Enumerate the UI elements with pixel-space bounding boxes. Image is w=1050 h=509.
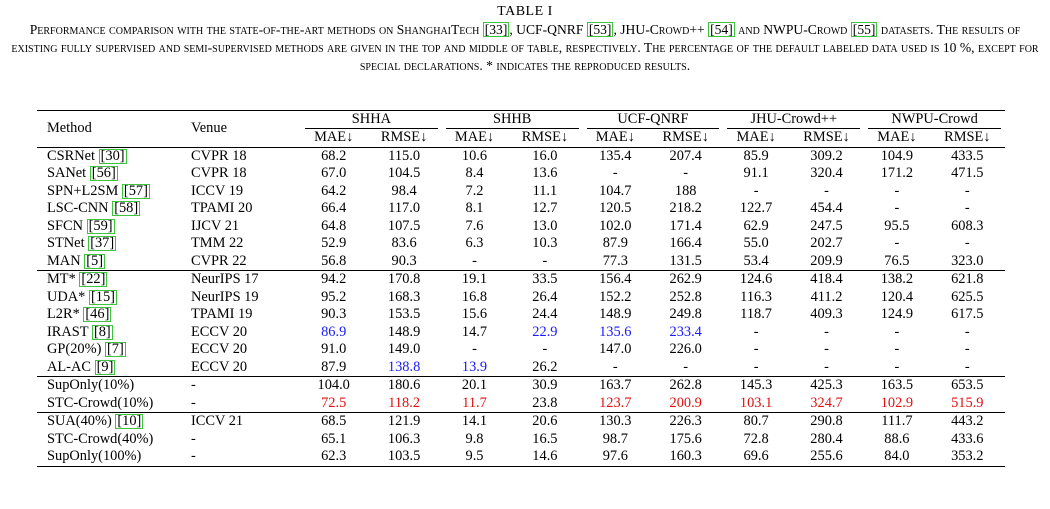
- rmse-value: 409.3: [810, 306, 843, 323]
- mae-value: 62.9: [743, 217, 769, 234]
- mae-value: 62.3: [301, 448, 366, 466]
- mae-value: 66.4: [321, 200, 347, 217]
- mae-value: 80.7: [723, 413, 788, 431]
- mae-value: 91.1: [743, 165, 769, 182]
- method-cell: [37, 431, 185, 449]
- header-dataset-jhu-crowd: JHU-Crowd++: [723, 111, 864, 130]
- citation-link[interactable]: [5]: [86, 252, 103, 269]
- mae-value: 145.3: [723, 377, 788, 395]
- rmse-value: 26.4: [532, 288, 558, 305]
- rmse-value: 617.5: [951, 306, 984, 323]
- rmse-value: 148.9: [387, 323, 421, 340]
- mae-value: 64.8: [321, 217, 347, 234]
- rmse-value: 608.3: [951, 217, 984, 234]
- mae-value: -: [894, 235, 900, 252]
- caption-text-1: Performance comparison with the state-of-the-art methods on ShanghaiTech: [29, 22, 480, 37]
- rmse-value: -: [824, 323, 829, 340]
- rmse-value: 218.2: [669, 200, 702, 217]
- mae-value: 7.2: [465, 182, 484, 199]
- mae-value: 20.1: [442, 377, 507, 395]
- mae-value: 86.9: [321, 323, 347, 340]
- rmse-value: 118.2: [388, 394, 421, 411]
- citation-link[interactable]: [10]: [117, 413, 142, 430]
- rmse-value: 153.5: [387, 306, 421, 323]
- table-row: [37, 377, 1005, 395]
- mae-value: 56.8: [321, 252, 347, 269]
- rmse-value: 121.9: [366, 413, 441, 431]
- mae-value: 85.9: [723, 147, 788, 165]
- rmse-value: 249.8: [669, 306, 702, 323]
- rmse-value: 226.3: [648, 413, 723, 431]
- table-row: [37, 395, 1005, 413]
- rmse-value: 209.9: [810, 252, 843, 269]
- mae-value: -: [894, 358, 900, 375]
- mae-value: 171.2: [880, 165, 914, 182]
- rmse-value: 22.9: [532, 323, 558, 340]
- rmse-value: -: [964, 200, 970, 217]
- table-row: [37, 165, 1005, 183]
- rmse-value: 117.0: [388, 200, 421, 217]
- mae-value: -: [894, 182, 900, 199]
- caption-text-5: NWPU-Crowd: [763, 22, 848, 37]
- table-caption: [6, 21, 1044, 75]
- mae-value: 111.7: [864, 413, 929, 431]
- method-cell: [37, 306, 185, 324]
- mae-value: 72.8: [743, 430, 769, 447]
- rmse-value: 168.3: [387, 288, 421, 305]
- venue-cell: IJCV 21: [191, 217, 240, 234]
- mae-value: 14.1: [442, 413, 507, 431]
- mae-value: 91.0: [321, 341, 347, 358]
- rmse-value: 255.6: [789, 448, 864, 466]
- table-title: TABLE I: [497, 4, 553, 19]
- table-row: [37, 253, 1005, 271]
- venue-cell: CVPR 18: [191, 165, 247, 182]
- header-mae: MAE↓: [314, 129, 354, 146]
- venue-cell: ECCV 20: [191, 323, 248, 340]
- caption-text-6: datasets. The results of existing fully supervised and semi-supervised methods are given in the top and middle of table, respectively. The percentage of the default labeled data used is 10 %, except for special declarations. * indicates the reproduced results.: [11, 22, 1039, 73]
- caption-text-3: , JHU-Crowd++: [613, 22, 705, 37]
- mae-value: 9.5: [442, 448, 507, 466]
- rmse-value: -: [964, 358, 970, 375]
- table-row: [37, 324, 1005, 342]
- rmse-value: 103.5: [366, 448, 441, 466]
- mae-value: 90.3: [321, 306, 347, 323]
- rmse-value: -: [964, 235, 970, 252]
- method-cell: [37, 235, 185, 253]
- venue-cell: ECCV 20: [191, 358, 248, 375]
- header-dataset-shhb: SHHB: [442, 111, 583, 130]
- method-name: CSRNet: [47, 147, 95, 164]
- rmse-value: 454.4: [810, 200, 843, 217]
- mae-value: -: [472, 341, 477, 358]
- rmse-value: 16.5: [532, 430, 558, 447]
- method-cell: [37, 289, 185, 307]
- table-row: [37, 235, 1005, 253]
- rmse-value: 418.4: [789, 271, 864, 289]
- rmse-value: 515.9: [951, 394, 984, 411]
- rmse-value: 323.0: [951, 252, 984, 269]
- table-row: [37, 200, 1005, 218]
- method-name: SUA(40%): [47, 413, 112, 430]
- method-name: GP(20%): [47, 341, 102, 358]
- method-name: SupOnly(100%): [47, 448, 142, 465]
- rmse-value: -: [542, 252, 548, 269]
- method-cell: [37, 413, 185, 431]
- rmse-value: -: [964, 182, 970, 199]
- table-row: [37, 431, 1005, 449]
- header-rmse: RMSE↓: [380, 129, 428, 146]
- method-name: SANet: [47, 165, 87, 182]
- rmse-value: 23.8: [532, 394, 558, 411]
- venue-cell: NeurIPS 19: [191, 288, 259, 305]
- rmse-value: 471.5: [951, 165, 984, 182]
- citation-link[interactable]: [37]: [90, 235, 115, 252]
- header-dataset-nwpu-crowd: NWPU-Crowd: [864, 111, 1005, 130]
- mae-value: -: [894, 341, 900, 358]
- rmse-value: 290.8: [789, 413, 864, 431]
- method-cell: [37, 359, 185, 377]
- citation-link[interactable]: [22]: [81, 271, 106, 288]
- caption-text-4: and: [738, 22, 760, 37]
- method-cell: [37, 341, 185, 359]
- mae-value: 95.5: [884, 217, 910, 234]
- citation-link[interactable]: [59]: [88, 217, 113, 234]
- citation-link[interactable]: [56]: [91, 165, 116, 182]
- mae-value: 103.1: [739, 394, 773, 411]
- rmse-value: 83.6: [391, 235, 417, 252]
- rmse-value: 262.8: [648, 377, 723, 395]
- rmse-value: 149.0: [387, 341, 421, 358]
- method-name: IRAST: [47, 323, 89, 340]
- method-name: LSC-CNN: [47, 200, 109, 217]
- mae-value: 124.9: [880, 306, 914, 323]
- mae-value: 102.0: [599, 217, 632, 234]
- mae-value: -: [753, 358, 759, 375]
- mae-value: 135.6: [599, 323, 632, 340]
- mae-value: 156.4: [583, 271, 648, 289]
- rmse-value: 280.4: [810, 430, 843, 447]
- mae-value: 55.0: [743, 235, 769, 252]
- citation-link[interactable]: [57]: [123, 182, 148, 199]
- header-method: Method: [37, 111, 185, 148]
- caption-text-2: , UCF-QNRF: [509, 22, 584, 37]
- rmse-value: 188: [674, 182, 697, 199]
- mae-value: -: [753, 341, 759, 358]
- mae-value: 104.0: [301, 377, 366, 395]
- mae-value: 68.2: [301, 147, 366, 165]
- mae-value: 120.5: [599, 200, 632, 217]
- method-name: UDA*: [47, 288, 86, 305]
- rmse-value: 171.4: [669, 217, 702, 234]
- mae-value: 87.9: [602, 235, 628, 252]
- rmse-value: 175.6: [669, 430, 702, 447]
- method-cell: [37, 271, 185, 289]
- method-cell: [37, 395, 185, 413]
- rmse-value: 138.8: [387, 358, 421, 375]
- mae-value: 120.4: [880, 288, 914, 305]
- table-body: [37, 147, 1005, 466]
- rmse-value: 425.3: [789, 377, 864, 395]
- method-name: SFCN: [47, 217, 83, 234]
- citation-nwpu-crowd[interactable]: [55]: [852, 22, 876, 37]
- rmse-value: 411.2: [810, 288, 843, 305]
- rmse-value: 653.5: [930, 377, 1005, 395]
- rmse-value: 443.2: [930, 413, 1005, 431]
- rmse-value: -: [683, 165, 689, 182]
- citation-link[interactable]: [9]: [96, 358, 114, 375]
- mae-value: 76.5: [884, 252, 910, 269]
- venue-cell: NeurIPS 17: [185, 271, 301, 289]
- method-name: SupOnly(10%): [47, 377, 135, 394]
- method-name: L2R*: [47, 306, 80, 323]
- header-rmse: RMSE↓: [944, 129, 991, 146]
- mae-value: 8.4: [465, 165, 484, 182]
- venue-cell: ICCV 21: [185, 413, 301, 431]
- mae-value: 138.2: [864, 271, 929, 289]
- mae-value: 16.8: [461, 288, 488, 305]
- rmse-value: 625.5: [951, 288, 984, 305]
- mae-value: 124.6: [723, 271, 788, 289]
- mae-value: 14.7: [461, 323, 488, 340]
- citation-link[interactable]: [46]: [85, 306, 110, 323]
- rmse-value: 309.2: [789, 147, 864, 165]
- rmse-value: 353.2: [930, 448, 1005, 466]
- mae-value: -: [894, 200, 900, 217]
- rmse-value: -: [964, 323, 970, 340]
- mae-value: 67.0: [321, 165, 347, 182]
- method-cell: [37, 253, 185, 271]
- rmse-value: 11.1: [532, 182, 558, 199]
- mae-value: 163.5: [864, 377, 929, 395]
- citation-jhu-crowd[interactable]: [54]: [710, 22, 733, 37]
- mae-value: -: [894, 323, 900, 340]
- header-dataset-shha: SHHA: [301, 111, 442, 130]
- table-row: [37, 448, 1005, 466]
- rmse-value: 252.8: [669, 288, 702, 305]
- method-cell: [37, 147, 185, 165]
- rmse-value: 200.9: [669, 394, 702, 411]
- mae-value: 88.6: [884, 430, 910, 447]
- mae-value: 10.6: [442, 147, 507, 165]
- rmse-value: 90.3: [391, 252, 417, 269]
- rmse-value: 106.3: [387, 430, 421, 447]
- header-dataset-ucf-qnrf: UCF-QNRF: [583, 111, 724, 130]
- rmse-value: 10.3: [532, 235, 558, 252]
- mae-value: 147.0: [599, 341, 632, 358]
- mae-value: 7.6: [465, 217, 484, 234]
- rmse-value: 433.5: [930, 147, 1005, 165]
- method-cell: [37, 324, 185, 342]
- rmse-value: 107.5: [387, 217, 421, 234]
- method-cell: [37, 218, 185, 236]
- venue-cell: CVPR 18: [185, 147, 301, 165]
- table-row: [37, 341, 1005, 359]
- header-mae: MAE↓: [877, 129, 917, 146]
- mae-value: 11.7: [462, 394, 487, 411]
- mae-value: 130.3: [583, 413, 648, 431]
- mae-value: -: [753, 323, 759, 340]
- mae-value: 122.7: [739, 200, 773, 217]
- table-row: [37, 183, 1005, 201]
- mae-value: 6.3: [465, 235, 484, 252]
- header-mae: MAE↓: [454, 129, 495, 146]
- rmse-value: 131.5: [669, 252, 702, 269]
- mae-value: 95.2: [321, 288, 347, 305]
- method-name: STC-Crowd(10%): [47, 394, 154, 411]
- rmse-value: -: [824, 358, 829, 375]
- rmse-value: 14.6: [507, 448, 582, 466]
- mae-value: 64.2: [321, 182, 347, 199]
- rmse-value: -: [683, 358, 689, 375]
- method-cell: [37, 183, 185, 201]
- mae-value: 163.7: [583, 377, 648, 395]
- method-name: AL-AC: [47, 358, 91, 375]
- venue-cell: TPAMI 19: [191, 306, 253, 323]
- table-row: [37, 218, 1005, 236]
- mae-value: 84.0: [864, 448, 929, 466]
- mae-value: 13.9: [461, 358, 488, 375]
- rmse-value: 33.5: [507, 271, 582, 289]
- mae-value: 65.1: [321, 430, 347, 447]
- mae-value: 69.6: [723, 448, 788, 466]
- mae-value: 9.8: [465, 430, 484, 447]
- venue-cell: -: [185, 377, 301, 395]
- rmse-value: 320.4: [810, 165, 843, 182]
- mae-value: 8.1: [465, 200, 484, 217]
- venue-cell: ECCV 20: [191, 341, 248, 358]
- rmse-value: 166.4: [669, 235, 702, 252]
- method-name: STNet: [47, 235, 85, 252]
- venue-cell: -: [191, 430, 196, 447]
- rmse-value: 433.6: [951, 430, 984, 447]
- venue-cell: TPAMI 20: [191, 200, 253, 217]
- mae-value: -: [612, 358, 618, 375]
- venue-cell: ICCV 19: [191, 182, 244, 199]
- mae-value: 116.3: [740, 288, 773, 305]
- rmse-value: 180.6: [366, 377, 441, 395]
- table-row: [37, 359, 1005, 377]
- rmse-value: 20.6: [507, 413, 582, 431]
- mae-value: -: [472, 252, 477, 269]
- rmse-value: 24.4: [532, 306, 558, 323]
- rmse-value: 12.7: [532, 200, 558, 217]
- mae-value: 104.7: [599, 182, 632, 199]
- mae-value: 97.6: [583, 448, 648, 466]
- rmse-value: 202.7: [810, 235, 843, 252]
- table-row: [37, 147, 1005, 165]
- rmse-value: 115.0: [366, 147, 441, 165]
- method-name: MAN: [47, 252, 81, 269]
- header-row-datasets: [37, 111, 1005, 130]
- citation-link[interactable]: [8]: [93, 323, 111, 340]
- mae-value: 77.3: [602, 252, 628, 269]
- rmse-value: 207.4: [648, 147, 723, 165]
- table-row: [37, 413, 1005, 431]
- header-mae: MAE↓: [595, 129, 635, 146]
- rmse-value: 30.9: [507, 377, 582, 395]
- rmse-value: -: [824, 182, 829, 199]
- method-name: STC-Crowd(40%): [47, 430, 154, 447]
- mae-value: 118.7: [740, 306, 773, 323]
- citation-link[interactable]: [30]: [100, 147, 125, 164]
- table-row: [37, 271, 1005, 289]
- method-cell: [37, 165, 185, 183]
- rmse-value: 98.4: [391, 182, 417, 199]
- rmse-value: -: [824, 341, 829, 358]
- rmse-value: -: [964, 341, 970, 358]
- rmse-value: -: [542, 341, 548, 358]
- rmse-value: 226.0: [669, 341, 702, 358]
- mae-value: 135.4: [583, 147, 648, 165]
- citation-link[interactable]: [15]: [90, 288, 115, 305]
- citation-ucf-qnrf[interactable]: [53]: [588, 22, 612, 37]
- mae-value: 53.4: [743, 252, 769, 269]
- citation-link[interactable]: [58]: [114, 200, 139, 217]
- mae-value: 152.2: [599, 288, 632, 305]
- rmse-value: 160.3: [648, 448, 723, 466]
- table-row: [37, 289, 1005, 307]
- rmse-value: 26.2: [532, 358, 558, 375]
- method-cell: [37, 200, 185, 218]
- method-name: SPN+L2SM: [47, 182, 119, 199]
- venue-cell: TMM 22: [191, 235, 244, 252]
- mae-value: 19.1: [442, 271, 507, 289]
- citation-link[interactable]: [7]: [106, 341, 124, 358]
- header-rmse: RMSE↓: [662, 129, 709, 146]
- venue-cell: -: [191, 394, 196, 411]
- mae-value: 98.7: [602, 430, 628, 447]
- rmse-value: 13.0: [532, 217, 558, 234]
- table-row: [37, 306, 1005, 324]
- rmse-value: 16.0: [507, 147, 582, 165]
- method-cell: [37, 448, 185, 466]
- citation-shanghaitech[interactable]: [33]: [484, 22, 508, 37]
- mae-value: 148.9: [599, 306, 632, 323]
- rmse-value: 233.4: [669, 323, 702, 340]
- venue-cell: CVPR 22: [191, 252, 247, 269]
- header-mae: MAE↓: [736, 129, 776, 146]
- rmse-value: 13.6: [532, 165, 558, 182]
- mae-value: 68.5: [301, 413, 366, 431]
- header-rmse: RMSE↓: [521, 129, 569, 146]
- method-name: MT*: [47, 271, 76, 288]
- mae-value: 52.9: [321, 235, 347, 252]
- mae-value: 87.9: [321, 358, 347, 375]
- rmse-value: 621.8: [930, 271, 1005, 289]
- rmse-value: 170.8: [366, 271, 441, 289]
- rmse-value: 324.7: [810, 394, 843, 411]
- header-venue: Venue: [185, 111, 301, 148]
- mae-value: 102.9: [880, 394, 914, 411]
- mae-value: -: [753, 182, 759, 199]
- venue-cell: -: [185, 448, 301, 466]
- rmse-value: 262.9: [648, 271, 723, 289]
- mae-value: -: [612, 165, 618, 182]
- mae-value: 15.6: [461, 306, 488, 323]
- rmse-value: 104.5: [387, 165, 421, 182]
- method-cell: [37, 377, 185, 395]
- mae-value: 94.2: [301, 271, 366, 289]
- rmse-value: 247.5: [810, 217, 843, 234]
- header-rmse: RMSE↓: [803, 129, 850, 146]
- mae-value: 123.7: [599, 394, 632, 411]
- mae-value: 72.5: [321, 394, 347, 411]
- results-table: [37, 110, 1005, 467]
- mae-value: 104.9: [864, 147, 929, 165]
